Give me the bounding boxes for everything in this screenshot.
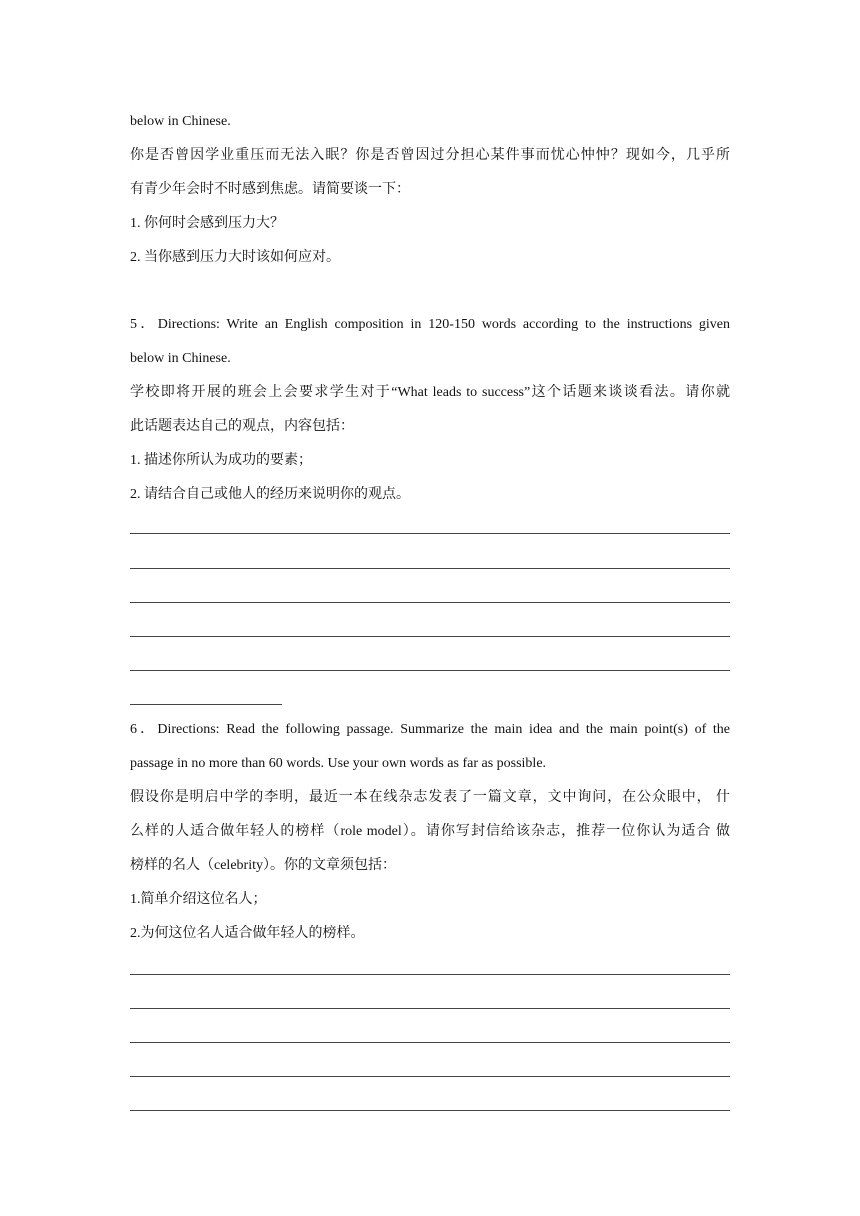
q4-point-1: 1. 你何时会感到压力大？ — [130, 216, 284, 231]
answer-line[interactable] — [130, 568, 730, 569]
q5-point-1: 1. 描述你所认为成功的要素； — [130, 453, 312, 468]
q5-prompt-line-2: 此话题表达自己的观点，内容包括： — [130, 419, 354, 434]
q4-prompt-line-2: 有青少年会时不时感到焦虑。请简要谈一下： — [130, 182, 410, 197]
q4-directions-tail: below in Chinese. — [130, 114, 231, 129]
q6-point-1: 1.简单介绍这位名人； — [130, 892, 267, 907]
q5-prompt-line-1: 学校即将开展的班会上会要求学生对于“What leads to success”这个话题来谈谈看法。请你就 — [130, 385, 730, 400]
q6-directions-line-2: passage in no more than 60 words. Use your own words as far as possible. — [130, 756, 547, 771]
answer-line[interactable] — [130, 533, 730, 534]
q5-directions-line-1: 5．Directions: Write an English composition in 120-150 words according to the instructions given — [130, 317, 730, 332]
q6-point-2: 2.为何这位名人适合做年轻人的榜样。 — [130, 926, 365, 941]
answer-line[interactable] — [130, 1076, 730, 1077]
q6-prompt-line-1: 假设你是明启中学的李明，最近一本在线杂志发表了一篇文章，文中询问，在公众眼中， 什 — [130, 790, 730, 805]
q4-prompt-line-1: 你是否曾因学业重压而无法入眠？你是否曾因过分担心某件事而忧心忡忡？现如今，几乎所 — [130, 148, 730, 163]
q6-prompt-line-3: 榜样的名人（celebrity）。你的文章须包括： — [130, 858, 396, 873]
q6-directions-line-1: 6．Directions: Read the following passage. Summarize the main idea and the main point(s) of the — [130, 722, 730, 737]
answer-line-short[interactable] — [130, 704, 282, 705]
answer-line[interactable] — [130, 602, 730, 603]
q5-point-2: 2. 请结合自己或他人的经历来说明你的观点。 — [130, 487, 410, 502]
q4-point-2: 2. 当你感到压力大时该如何应对。 — [130, 250, 340, 265]
answer-line[interactable] — [130, 1008, 730, 1009]
q6-prompt-line-2: 么样的人适合做年轻人的榜样（role model）。请你写封信给该杂志，推荐一位你认为适合 做 — [130, 824, 730, 839]
answer-line[interactable] — [130, 1110, 730, 1111]
answer-line[interactable] — [130, 1042, 730, 1043]
answer-line[interactable] — [130, 974, 730, 975]
answer-line[interactable] — [130, 670, 730, 671]
answer-line[interactable] — [130, 636, 730, 637]
q5-directions-line-2: below in Chinese. — [130, 351, 231, 366]
